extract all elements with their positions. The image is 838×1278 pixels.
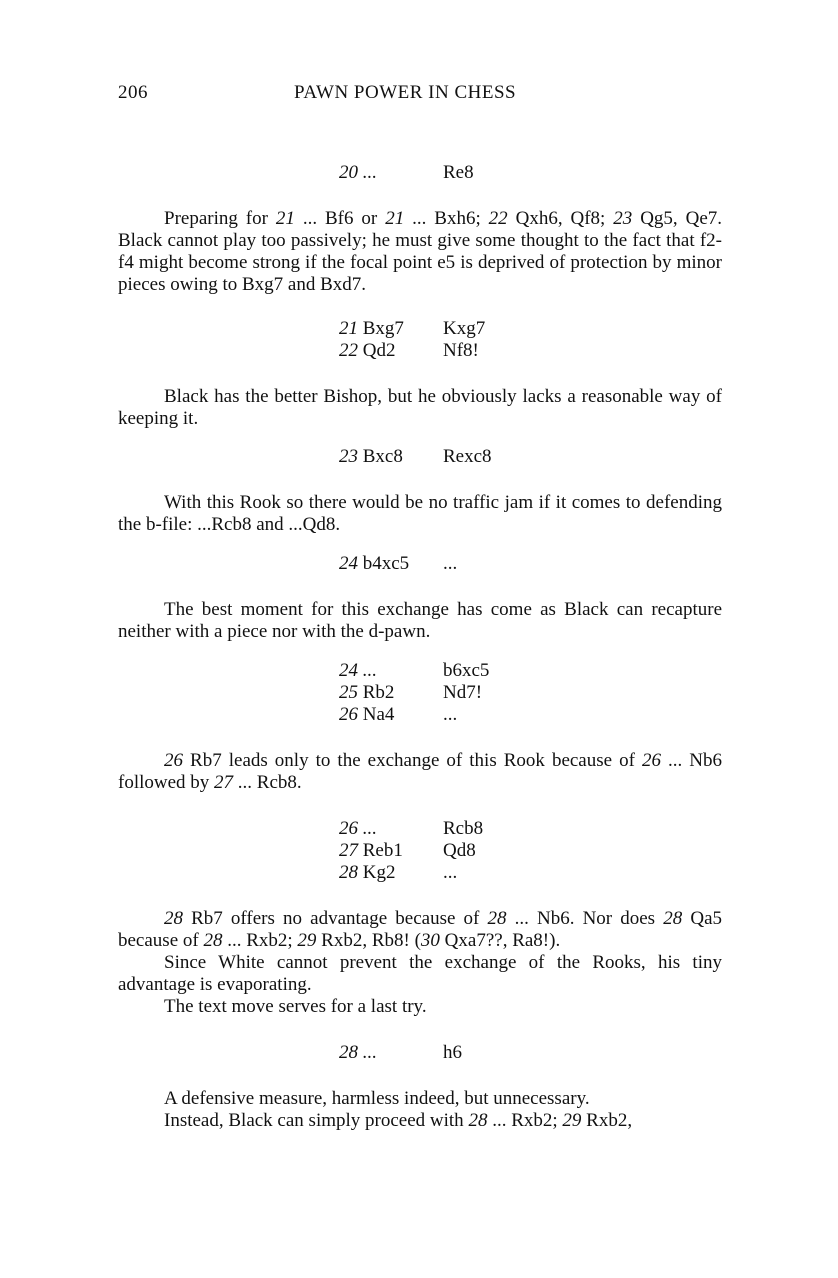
move-block [339,446,492,468]
move-block [339,553,457,575]
move-block [339,162,474,184]
move-line: 24 b4xc5 ... [339,553,458,574]
move-line: 24 ... b6xc5 [339,660,490,681]
paragraph: With this Rook so there would be no traffic jam if it comes to defending the b-file: ...Rcb8 and ...Qd8. [118,492,722,535]
move-line: 26 ... Rcb8 [339,818,484,839]
paragraph: 26 Rb7 leads only to the exchange of this Rook because of 26 ... Nb6 followed by 27 ... Rcb8. [118,750,722,793]
move-line: 20 ... Re8 [339,162,474,183]
page-number: 206 [118,82,148,103]
move-line: 23 Bxc8 Rexc8 [339,446,492,467]
paragraph: A defensive measure, harmless indeed, but unnecessary. Instead, Black can simply proceed with 28 ... Rxb2; 29 Rxb2, [164,1088,633,1131]
move-block [339,318,485,362]
paragraph: Black has the better Bishop, but he obviously lacks a reasonable way of keeping it. [118,386,722,429]
paragraph: Preparing for 21 ... Bf6 or 21 ... Bxh6; 22 Qxh6, Qf8; 23 Qg5, Qe7. Black cannot play too passively; he must give some thought to the fact that f2-f4 might become strong if the focal point e5 is deprived of protection by minor pieces owing to Bxg7 and Bxd7. [118,208,722,295]
page-header [118,82,722,106]
paragraph: 28 Rb7 offers no advantage because of 28 ... Nb6. Nor does 28 Qa5 because of 28 ... Rxb2; 29 Rxb2, Rb8! (30 Qxa7??, Ra8!). Since White cannot prevent the exchange of the Rooks, his tiny advantage is evaporating. The text move serves for a last try. [118,908,722,1017]
move-line: 25 Rb2 Nd7! [339,682,483,703]
move-line: 21 Bxg7 Kxg7 [339,318,486,339]
paragraph: The best moment for this exchange has come as Black can recapture neither with a piece nor with the d-pawn. [118,599,722,642]
move-line: 27 Reb1 Qd8 [339,840,476,861]
move-line: 22 Qd2 Nf8! [339,340,479,361]
running-title: PAWN POWER IN CHESS [294,82,517,103]
move-line: 26 Na4 ... [339,704,458,725]
move-block [339,660,489,726]
move-line: 28 ... h6 [339,1042,462,1063]
move-block [339,818,483,884]
move-line: 28 Kg2 ... [339,862,458,883]
move-block [339,1042,462,1064]
